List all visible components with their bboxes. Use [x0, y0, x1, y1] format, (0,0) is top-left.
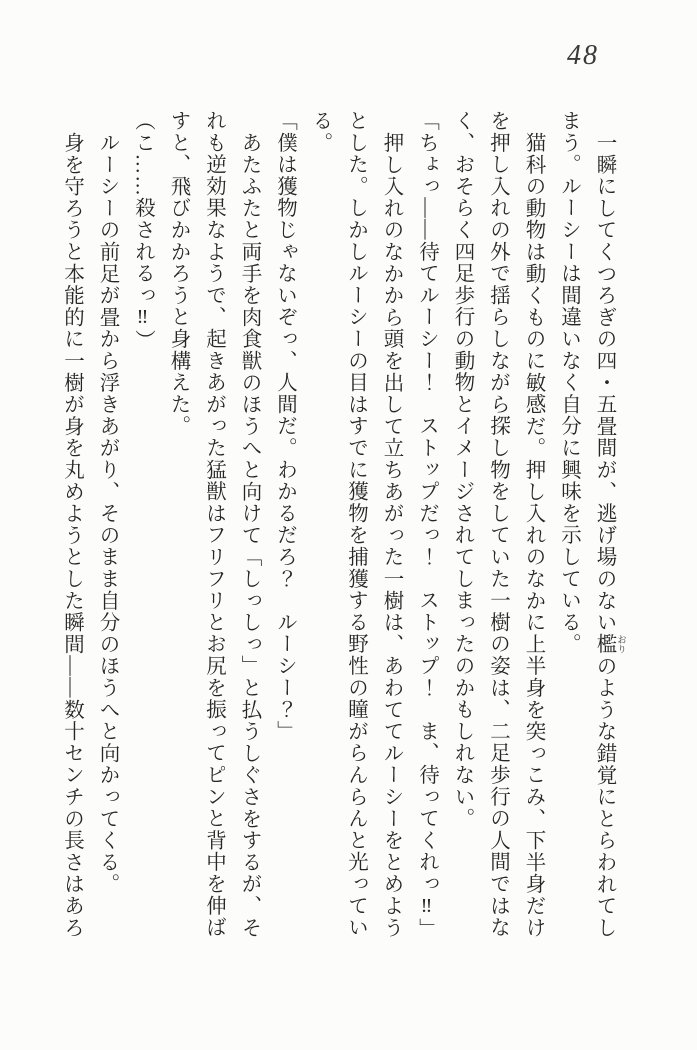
furigana-text: おり: [615, 632, 625, 655]
furigana-ruby: 檻 おり: [593, 632, 625, 655]
page-number: 48: [567, 40, 599, 71]
text-column: すと、飛びかかろうと身構えた。: [167, 110, 189, 437]
text-column: あたふたと両手を肉食獣のほうへと向けて「しっしっ」と払うしぐさをするが、そ: [238, 131, 260, 939]
text-column: （こ……殺されるっ‼）: [131, 110, 154, 352]
text-column: く、おそらく四足歩行の動物とイメージされてしまったのかもしれない。: [451, 110, 473, 830]
text-column: 猫科の動物は動くものに敏感だ。押し入れのなかに上半身を突っこみ、下半身だけ: [522, 131, 544, 939]
text-column: る。: [309, 110, 331, 154]
text-column: 「僕は獲物じゃないぞっ、人間だ。わかるだろ？ ルーシー？」: [273, 110, 296, 743]
text-column: 押し入れのなかから頭を出して立ちあがった一樹は、あわててルーシーをとめよう: [380, 131, 402, 939]
text-column: れも逆効果なようで、起きあがった猛獣はフリフリとお尻を振ってピンと背中を伸ば: [202, 110, 225, 939]
text-column: 「ちょっ――待てルーシー！ ストップだっ！ ストップ！ ま、待ってくれっ‼」: [415, 110, 438, 940]
text-column: ルーシーの前足が畳から浮きあがり、そのまま自分のほうへと向かってくる。: [96, 131, 118, 895]
text-column: とした。しかしルーシーの目はすでに獲物を捕獲する野性の瞳がらんらんと光ってい: [344, 110, 367, 939]
text-block: [53, 110, 625, 1045]
text-column: を押し入れの外で揺らしながら探し物をしていた一樹の姿は、二足歩行の人間ではな: [486, 110, 509, 939]
text-column: 身を守ろうと本能的に一樹が身を丸めようとした瞬間――数十センチの長さはあろ: [60, 131, 83, 939]
text-column: 一瞬にしてくつろぎの四・五畳間が、逃げ場のない檻 おりのような錯覚にとらわれてし: [593, 131, 625, 939]
text-column: まう。ルーシーは間違いなく自分に興味を示している。: [557, 110, 580, 655]
